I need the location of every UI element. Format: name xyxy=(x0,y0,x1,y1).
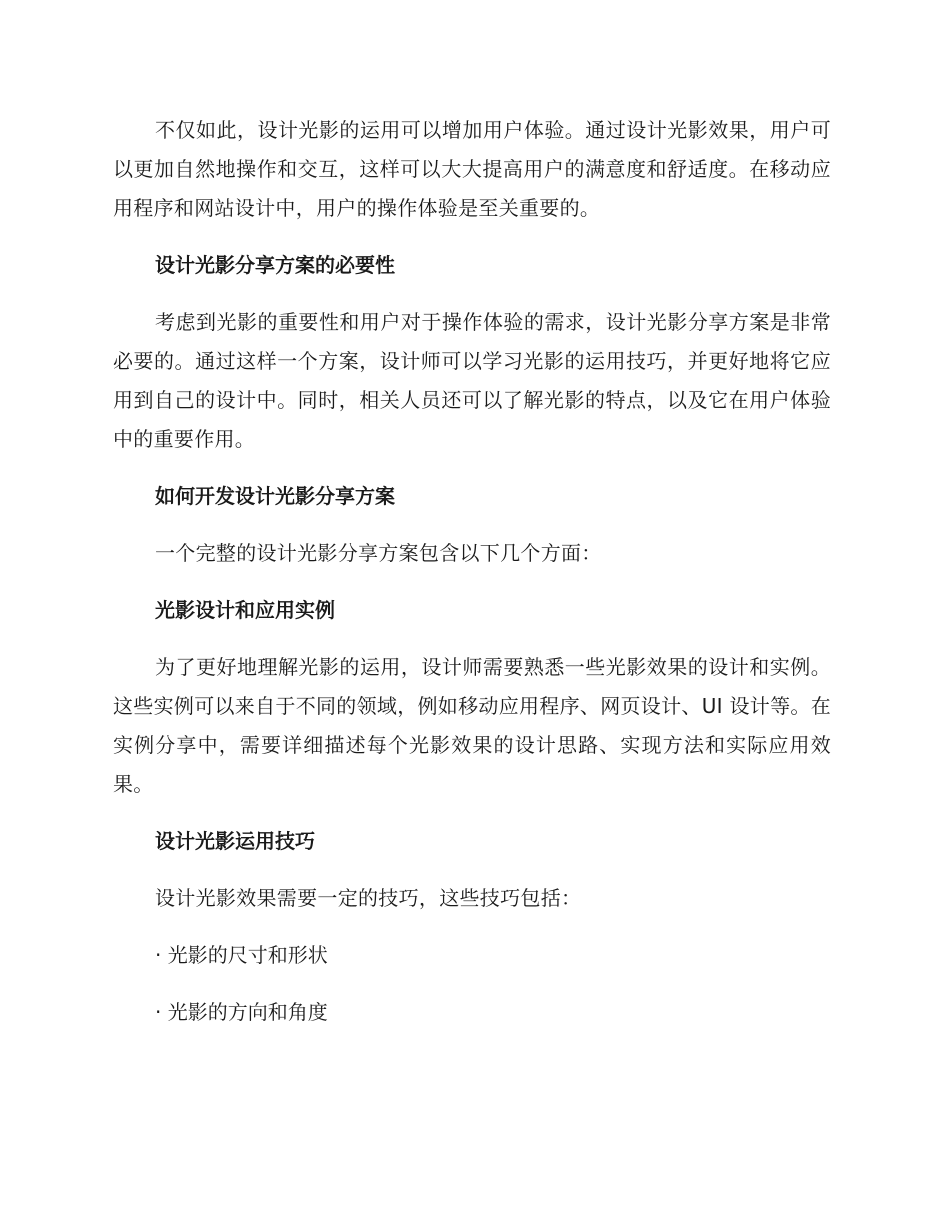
heading-necessity: 设计光影分享方案的必要性 xyxy=(155,253,395,277)
paragraph-examples: 为了更好地理解光影的运用，设计师需要熟悉一些光影效果的设计和实例。这些实例可以来自于不同的领域，例如移动应用程序、网页设计、UI 设计等。在实例分享中，需要详细描述每个光影效果的设计思路、实现方法和实际应用效果。 xyxy=(113,655,831,796)
heading-techniques: 设计光影运用技巧 xyxy=(155,829,315,853)
paragraph-techniques: 设计光影效果需要一定的技巧，这些技巧包括： xyxy=(155,886,582,910)
bullet-size-shape: · 光影的尺寸和形状 xyxy=(155,943,328,967)
bullet-direction-angle: · 光影的方向和角度 xyxy=(155,1000,328,1024)
paragraph-plan-aspects: 一个完整的设计光影分享方案包含以下几个方面： xyxy=(155,541,602,565)
heading-examples: 光影设计和应用实例 xyxy=(155,598,335,622)
heading-how-to-develop: 如何开发设计光影分享方案 xyxy=(155,484,395,508)
paragraph-user-experience: 不仅如此，设计光影的运用可以增加用户体验。通过设计光影效果，用户可以更加自然地操作和交互，这样可以大大提高用户的满意度和舒适度。在移动应用程序和网站设计中，用户的操作体验是至关重要的。 xyxy=(113,118,831,220)
document-page xyxy=(113,111,831,1032)
paragraph-necessity: 考虑到光影的重要性和用户对于操作体验的需求，设计光影分享方案是非常必要的。通过这样一个方案，设计师可以学习光影的运用技巧，并更好地将它应用到自己的设计中。同时，相关人员还可以了解光影的特点，以及它在用户体验中的重要作用。 xyxy=(113,310,831,451)
